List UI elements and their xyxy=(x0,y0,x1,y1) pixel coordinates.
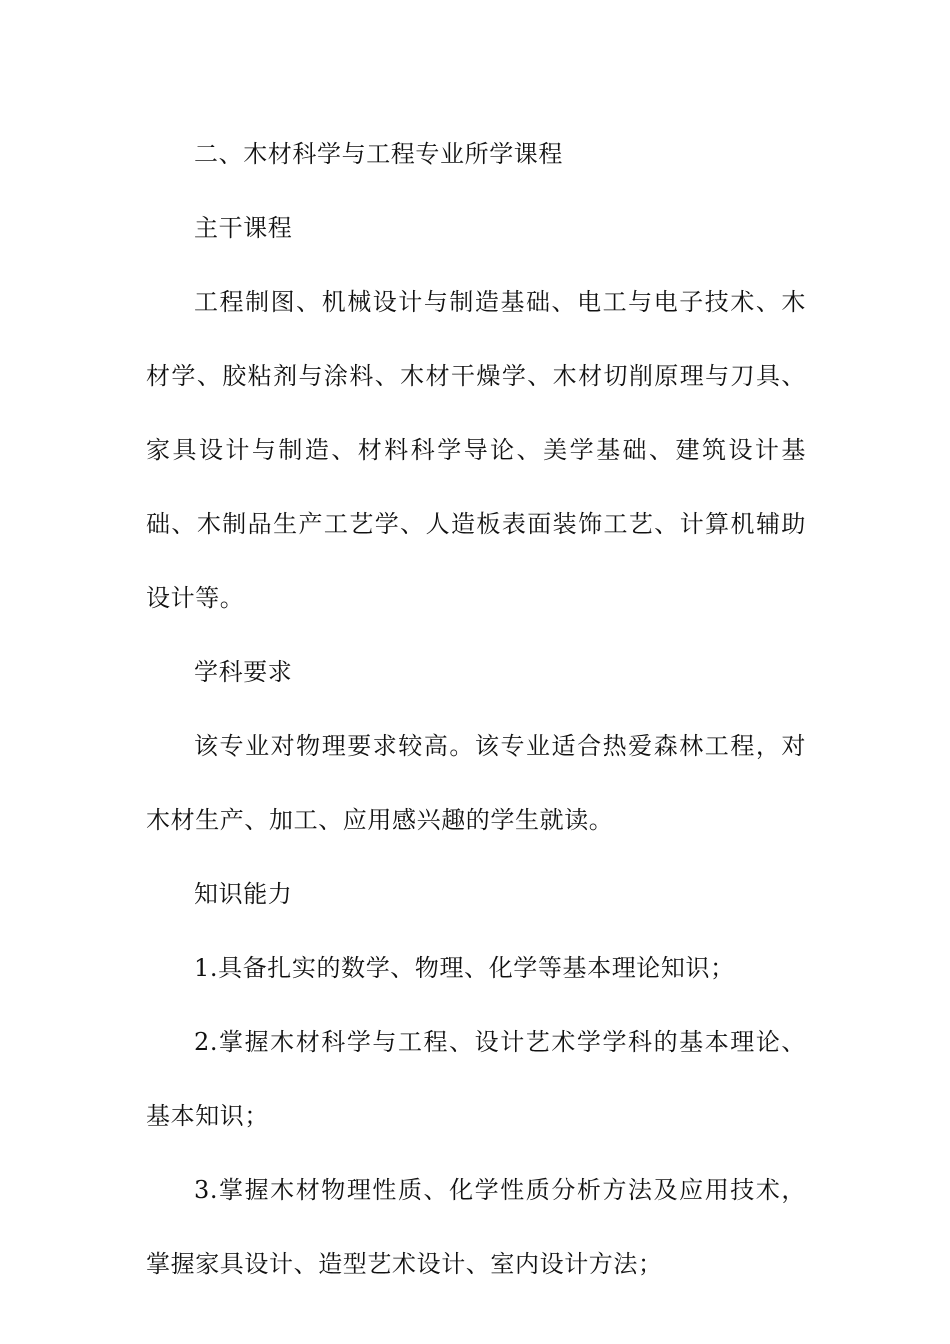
subheading-knowledge-ability: 知识能力 xyxy=(194,880,293,908)
subheading-subject-requirements: 学科要求 xyxy=(194,658,293,686)
document-body xyxy=(146,117,806,1301)
list-item-2: 2.掌握木材科学与工程、设计艺术学学科的基本理论、基本知识； xyxy=(146,1028,806,1130)
list-item-3: 3.掌握木材物理性质、化学性质分析方法及应用技术，掌握家具设计、造型艺术设计、室内设计方法； xyxy=(146,1176,806,1278)
list-item-1: 1.具备扎实的数学、物理、化学等基本理论知识； xyxy=(194,954,735,982)
subheading-core-courses: 主干课程 xyxy=(194,214,293,242)
section-heading: 二、木材科学与工程专业所学课程 xyxy=(194,140,563,168)
paragraph-subject-requirements: 该专业对物理要求较高。该专业适合热爱森林工程，对木材生产、加工、应用感兴趣的学生就读。 xyxy=(146,732,806,834)
paragraph-core-courses: 工程制图、机械设计与制造基础、电工与电子技术、木材学、胶粘剂与涂料、木材干燥学、木材切削原理与刀具、家具设计与制造、材料科学导论、美学基础、建筑设计基础、木制品生产工艺学、人造板表面装饰工艺、计算机辅助设计等。 xyxy=(146,288,806,612)
